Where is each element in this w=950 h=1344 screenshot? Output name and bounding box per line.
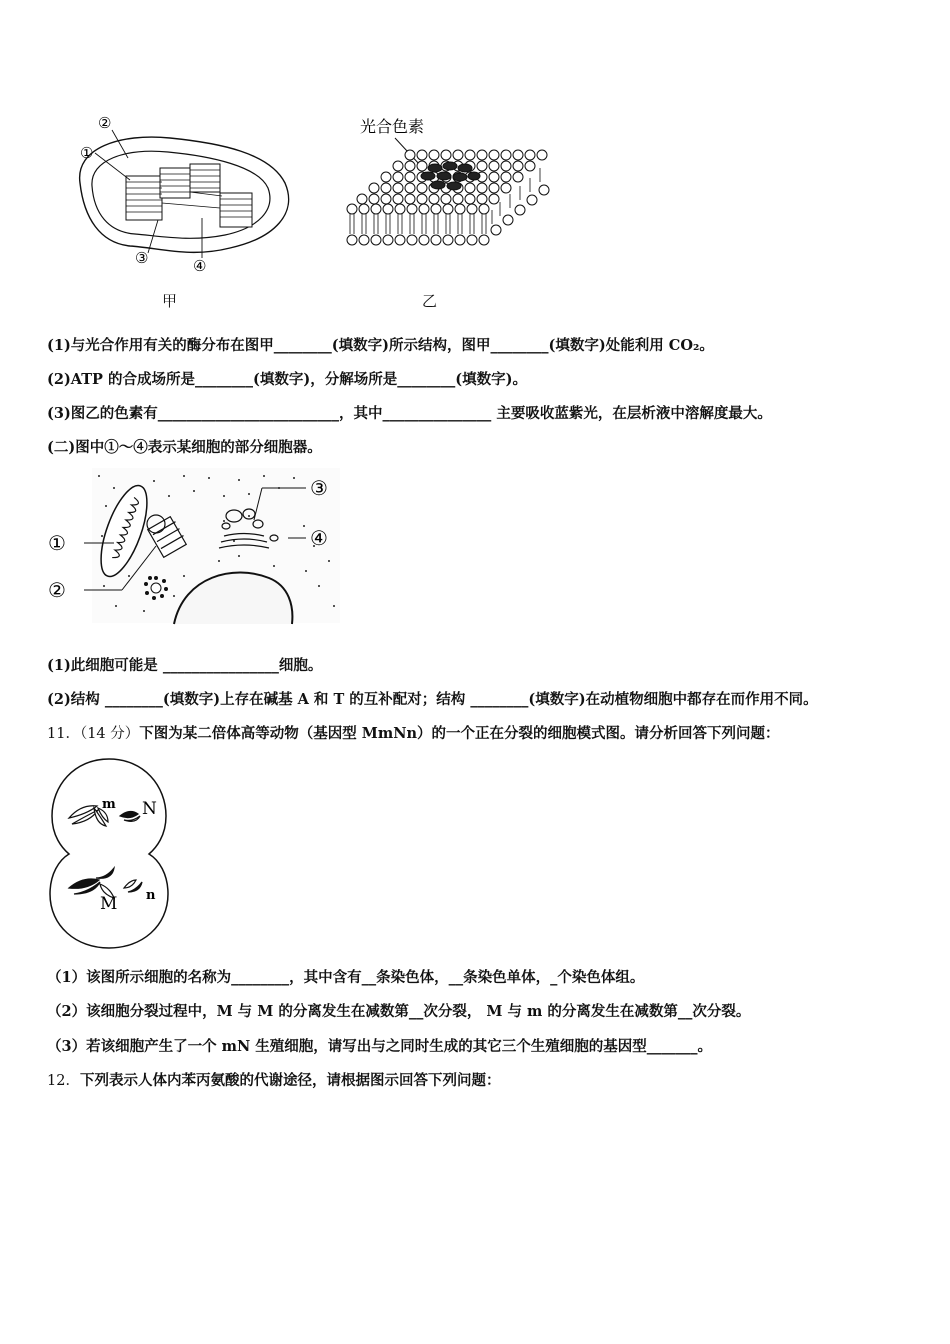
q1-line-3: (3)图乙的色素有_________________________，其中_______________ 主要吸收蓝紫光，在层析液中溶解度最大。	[47, 405, 772, 422]
q2-line-2: (2)结构 ________(填数字)上存在碱基 A 和 T 的互补配对；结构 ________(填数字)在动植物细胞中都存在而作用不同。	[47, 691, 818, 708]
organelles-figure	[44, 466, 344, 626]
q11-sub-2: （2）该细胞分裂过程中，M 与 M 的分离发生在减数第__次分裂， M 与 m 的分离发生在减数第__次分裂。	[47, 1003, 751, 1020]
q11-number: 11．	[47, 726, 80, 742]
q11-stem	[47, 724, 780, 744]
gene-N-upper: N	[142, 799, 157, 819]
q12-number: 12．	[47, 1073, 80, 1089]
q11-sub-1: （1）该图所示细胞的名称为________，其中含有__条染色体，__条染色单体，_个染色体组。	[47, 969, 645, 986]
figure-label-jia: 甲	[162, 292, 178, 310]
organelle-marker-1: ①	[48, 531, 66, 555]
q12-stem-text: 下列表示人体内苯丙氨酸的代谢途径，请根据图示回答下列问题：	[79, 1072, 501, 1089]
q1-line-1: (1)与光合作用有关的酶分布在图甲________(填数字)所示结构，图甲________(填数字)处能利用 CO₂。	[47, 337, 714, 354]
gene-m-upper: m	[102, 797, 116, 812]
organelle-marker-2: ②	[48, 578, 66, 602]
q12-stem	[47, 1071, 500, 1091]
marker-2: ②	[98, 114, 112, 132]
gene-n-lower: n	[146, 888, 156, 903]
q11-score: （14 分）	[79, 726, 140, 742]
gene-M-lower: M	[100, 894, 118, 914]
organelle-marker-3: ③	[310, 476, 328, 500]
chloroplast-figure	[60, 108, 310, 278]
pigment-label: 光合色素	[360, 117, 425, 136]
q1-line-4: (二)图中①～④表示某细胞的部分细胞器。	[47, 439, 322, 456]
marker-3: ③	[135, 249, 149, 267]
dividing-cell-figure	[44, 756, 174, 952]
phospholipid-heads-top	[347, 150, 547, 214]
organelle-marker-4: ④	[310, 526, 328, 550]
q1-line-2: (2)ATP 的合成场所是________(填数字)，分解场所是________(填数字)。	[47, 371, 527, 388]
q11-stem-text: 下图为某二倍体高等动物（基因型 MmNn）的一个正在分裂的细胞模式图。请分析回答下列问题：	[139, 725, 780, 742]
marker-4: ④	[193, 257, 207, 275]
figure-label-yi: 乙	[422, 292, 438, 310]
q11-sub-3: （3）若该细胞产生了一个 mN 生殖细胞，请写出与之同时生成的其它三个生殖细胞的基因型_______。	[47, 1038, 713, 1055]
thylakoid-membrane-figure	[340, 110, 560, 260]
q2-line-1: (1)此细胞可能是 ________________细胞。	[47, 657, 323, 674]
marker-1: ①	[80, 144, 94, 162]
